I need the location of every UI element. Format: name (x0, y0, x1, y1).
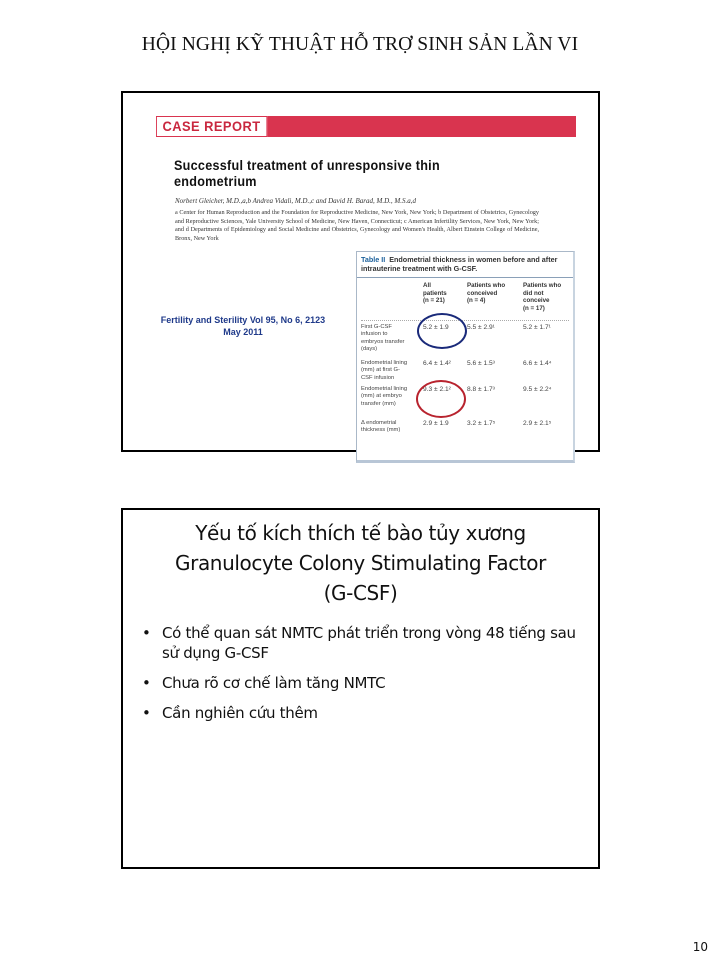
table-cell: 6.4 ± 1.4² (423, 360, 451, 367)
list-item-text: Chưa rõ cơ chế làm tăng NMTC (162, 674, 386, 692)
column-header-conceived (467, 282, 517, 305)
table-cell: 5.6 ± 1.5³ (467, 360, 495, 367)
list-item (139, 703, 579, 723)
list-item-text: Có thể quan sát NMTC phát triển trong vòng 48 tiếng sau sử dụng G-CSF (162, 624, 576, 662)
case-report-banner (156, 116, 576, 137)
table-cell: 5.2 ± 1.9 (423, 324, 449, 331)
article-affiliations: a Center for Human Reproduction and the Foundation for Reproductive Medicine, New York, New York; b Department of Obstetrics, Gynecology and Reproductive Sciences, Yale University School of Medicine, New Haven, Connecticut; c American Infertility Services, New York, New York; and d Departments of Epidemiology and Social Medicine and Obstetrics, Gynecology and Women's Health, Albert Einstein College of Medicine, Bronx, New York (175, 209, 539, 242)
list-item (139, 673, 579, 693)
endometrial-thickness-table (356, 251, 575, 463)
table-cell: 6.6 ± 1.4⁴ (523, 360, 552, 367)
column-header-all (423, 282, 468, 305)
table-header-separator (361, 320, 569, 321)
page-number: 10 (692, 940, 708, 954)
header-line: did not (523, 289, 544, 297)
case-report-label: CASE REPORT (156, 116, 267, 137)
table-label: Table II (361, 255, 386, 264)
page-header-title: HỘI NGHỊ KỸ THUẬT HỖ TRỢ SINH SẢN LẦN VI (141, 34, 579, 55)
article-authors: Norbert Gleicher, M.D.,a,b Andrea Vidali, M.D.,c and David H. Barad, M.D., M.S.a,d (175, 197, 416, 205)
journal-citation (143, 314, 343, 338)
header-line: (n = 17) (523, 304, 545, 312)
table-cell: 9.3 ± 2.1² (423, 386, 451, 393)
slide-gcsf (121, 508, 600, 869)
bullet-icon: • (142, 704, 151, 722)
row-label: Δ endometrial thickness (mm) (361, 420, 401, 434)
citation-line-1: Fertility and Sterility Vol 95, No 6, 2123 (160, 315, 326, 325)
header-line: Patients who (523, 282, 562, 289)
row-label: Endometrial lining (mm) at first G-CSF infusion (361, 360, 408, 381)
table-caption (361, 255, 571, 273)
table-divider (357, 277, 573, 278)
bullet-list (139, 623, 579, 733)
row-label: First G-CSF infusion to embryos transfer (days) (361, 324, 405, 353)
header-line: patients (423, 289, 447, 297)
table-cell: 8.8 ± 1.7³ (467, 386, 495, 393)
header-line: (n = 21) (423, 297, 445, 305)
table-cell: 9.5 ± 2.2⁴ (523, 386, 552, 393)
table-cell: 3.2 ± 1.7⁵ (467, 420, 496, 427)
row-label: Endometrial lining (mm) at embryo transfer (mm) (361, 386, 408, 407)
red-highlight-circle (416, 380, 466, 418)
column-header-not-conceived (523, 282, 573, 312)
table-caption-text: Endometrial thickness in women before and after intrauterine treatment with G-CSF. (361, 255, 558, 273)
title-line-1: Yếu tố kích thích tế bào tủy xương (195, 521, 526, 545)
header-line: Patients who (467, 282, 506, 289)
header-line: conceive (523, 297, 550, 305)
header-line: (n = 4) (467, 297, 486, 305)
article-title: Successful treatment of unresponsive thin endometrium (174, 157, 440, 189)
header-line: conceived (467, 289, 498, 297)
table-cell: 2.9 ± 2.1⁵ (523, 420, 552, 427)
citation-line-2: May 2011 (223, 327, 263, 337)
table-cell: 2.9 ± 1.9 (423, 420, 449, 427)
title-line-3: (G-CSF) (323, 581, 398, 605)
list-item-text: Cần nghiên cứu thêm (162, 704, 318, 722)
blue-highlight-circle (417, 313, 467, 349)
header-line: All (423, 282, 431, 289)
table-cell: 5.2 ± 1.7¹ (523, 324, 551, 331)
bullet-icon: • (142, 624, 151, 642)
title-line-2: Granulocyte Colony Stimulating Factor (175, 551, 546, 575)
list-item (139, 623, 579, 663)
slide-case-report (121, 91, 600, 452)
bullet-icon: • (142, 674, 151, 692)
table-cell: 5.5 ± 2.9¹ (467, 324, 495, 331)
slide-title (123, 518, 598, 608)
